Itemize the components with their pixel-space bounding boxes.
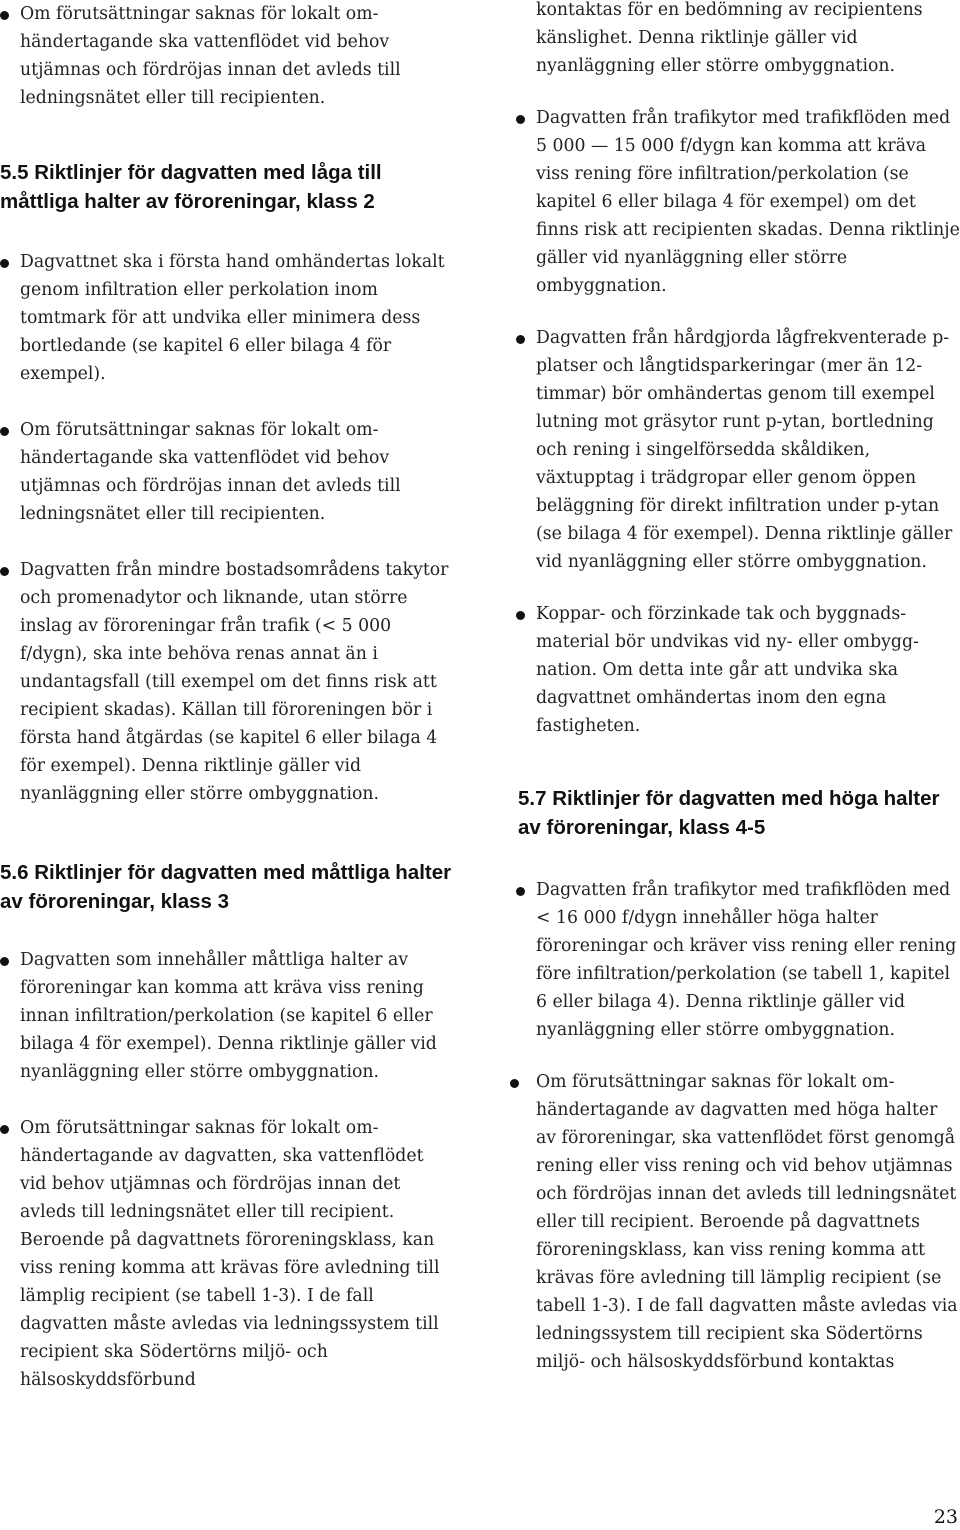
bullet-icon	[0, 11, 9, 20]
paragraph-text: kontaktas för en bedömning av recipientens känslighet. Denna riktlinje gäller vid nyanläggning eller större ombyggnation.	[536, 0, 923, 76]
bullet-icon	[516, 335, 525, 344]
section-heading-5-6: 5.6 Riktlinjer för dagvatten med måttliga halter av föroreningar, klass 3	[0, 861, 452, 913]
bullet-text: Koppar- och förzinkade tak och byggnadsmaterial bör undvikas vid ny- eller ombyggnation. Om detta inte går att undvika ska dagvattnet omhändertas inom den egna fastigheten.	[536, 604, 919, 736]
bullet-text: Om förutsättningar saknas för lokalt omhändertagande av dagvatten, ska vattenflödet vid behov utjämnas och fördröjas innan det avleds till ledningsnätet eller till recipient. Beroende på dagvattnets föroreningsklass, kan viss rening komma att krävas före avledning till lämplig recipient (se tabell 1-3). I de fall dagvatten måste avledas via ledningssystem till recipient ska Södertörns miljö- och hälsoskyddsförbund	[20, 1118, 440, 1390]
left-column	[0, 0, 455, 1394]
bullet-icon	[516, 115, 525, 124]
right-column	[510, 0, 960, 1376]
bullet-item	[510, 600, 960, 740]
bullet-item	[510, 324, 960, 576]
bullet-item	[0, 1114, 455, 1394]
section-heading-5-7: 5.7 Riktlinjer för dagvatten med höga halter av föroreningar, klass 4-5	[518, 787, 940, 839]
bullet-icon	[0, 1125, 9, 1134]
bullet-text: Dagvatten från trafikytor med trafikflöden med 5 000 — 15 000 f/dygn kan komma att kräva viss rening före infiltration/perkolation (se kapitel 6 eller bilaga 4 för exempel) om det finns risk att recipienten skadas. Denna riktlinje gäller vid nyanläggning eller större ombyggnation.	[536, 108, 960, 296]
bullet-icon	[516, 887, 525, 896]
bullet-item	[0, 946, 455, 1086]
bullet-text: Dagvatten från trafikytor med trafikflöden med < 16 000 f/dygn innehåller höga halter föroreningar och kräver viss rening eller rening före infiltration/perkolation (se tabell 1, kapitel 6 eller bilaga 4). Denna riktlinje gäller vid nyanläggning eller större ombyggnation.	[536, 880, 957, 1040]
bullet-item	[510, 1068, 960, 1376]
section-heading-5-5: 5.5 Riktlinjer för dagvatten med låga till måttliga halter av föroreningar, klass 2	[0, 161, 382, 213]
bullet-icon	[0, 567, 9, 576]
bullet-item	[510, 876, 960, 1044]
bullet-text: Dagvattnet ska i första hand omhändertas lokalt genom infiltration eller perkolation inom tomtmark för att undvika eller minimera dess bortledande (se kapitel 6 eller bilaga 4 för exempel).	[20, 252, 445, 384]
bullet-item	[510, 104, 960, 300]
bullet-text: Om förutsättningar saknas för lokalt omhändertagande av dagvatten med höga halter av föroreningar, ska vattenflödet först genomgå rening eller viss rening och vid behov utjämnas och fördröjas innan det avleds till ledningsnätet eller till recipient. Beroende på dagvattnets föroreningsklass, kan viss rening komma att krävas före avledning till lämplig recipient (se tabell 1-3). I de fall dagvatten måste avledas via ledningssystem till recipient ska Södertörns miljö- och hälsoskyddsförbund kontaktas	[536, 1072, 958, 1372]
bullet-item	[0, 0, 455, 112]
bullet-text: Om förutsättningar saknas för lokalt omhändertagande ska vattenflödet vid behov utjämnas och fördröjas innan det avleds till ledningsnätet eller till recipienten.	[20, 420, 401, 524]
bullet-icon	[0, 259, 9, 268]
continued-paragraph	[510, 0, 960, 80]
bullet-item	[0, 556, 455, 808]
bullet-icon	[0, 957, 9, 966]
bullet-icon	[510, 1079, 519, 1088]
bullet-item	[0, 416, 455, 528]
bullet-icon	[516, 611, 525, 620]
bullet-icon	[0, 427, 9, 436]
bullet-item	[0, 248, 455, 388]
bullet-text: Dagvatten från mindre bostadsområdens takytor och promenadytor och liknande, utan större inslag av föroreningar från trafik (< 5 000 f/dygn), ska inte behöva renas annat än i undantagsfall (till exempel om det finns risk att recipient skadas). Källan till föroreningen bör i första hand åtgärdas (se kapitel 6 eller bilaga 4 för exempel). Denna riktlinje gäller vid nyanläggning eller större ombyggnation.	[20, 560, 449, 804]
bullet-text: Dagvatten från hårdgjorda lågfrekventerade p-platser och långtidsparkeringar (mer än 12-timmar) bör omhändertas genom till exempel lutning mot gräsytor runt p-ytan, bortledning och rening i singelförsedda skåldiken, växtupptag i trädgropar eller genom öppen beläggning för direkt infiltration under p-ytan (se bilaga 4 för exempel). Denna riktlinje gäller vid nyanläggning eller större ombyggnation.	[536, 328, 953, 572]
bullet-text: Dagvatten som innehåller måttliga halter av föroreningar kan komma att kräva viss rening innan infiltration/perkolation (se kapitel 6 eller bilaga 4 för exempel). Denna riktlinje gäller vid nyanläggning eller större ombyggnation.	[20, 950, 437, 1082]
bullet-text: Om förutsättningar saknas för lokalt omhändertagande ska vattenflödet vid behov utjämnas och fördröjas innan det avleds till ledningsnätet eller till recipienten.	[20, 4, 401, 108]
page-number: 23	[933, 1506, 958, 1528]
